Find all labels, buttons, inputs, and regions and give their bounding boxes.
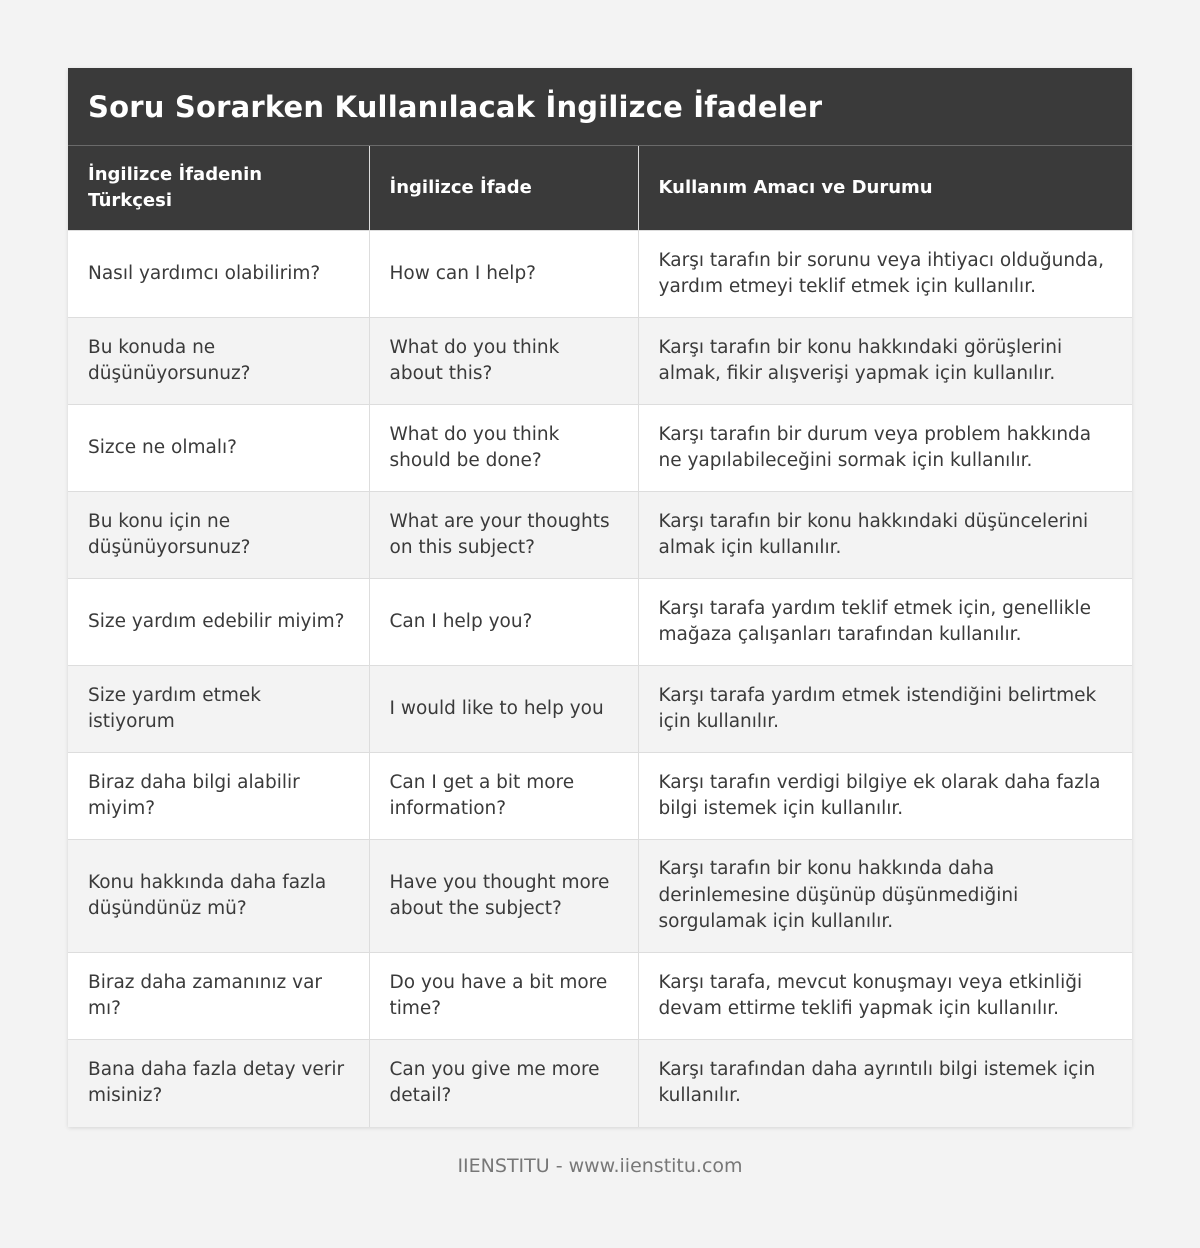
table-title: Soru Sorarken Kullanılacak İngilizce İfadeler xyxy=(88,89,823,124)
table-row xyxy=(68,231,1132,318)
cell-turkish: Bana daha fazla detay verir misiniz? xyxy=(68,1040,369,1127)
cell-turkish: Konu hakkında daha fazla düşündünüz mü? xyxy=(68,840,369,953)
cell-usage: Karşı tarafın bir konu hakkındaki düşüncelerini almak için kullanılır. xyxy=(638,492,1132,579)
table-row xyxy=(68,753,1132,840)
table-row xyxy=(68,405,1132,492)
cell-english: Can you give me more detail? xyxy=(369,1040,638,1127)
cell-english: Do you have a bit more time? xyxy=(369,953,638,1040)
table-row xyxy=(68,666,1132,753)
cell-usage: Karşı tarafın bir sorunu veya ihtiyacı olduğunda, yardım etmeyi teklif etmek için kullanılır. xyxy=(638,231,1132,318)
cell-english: Can I get a bit more information? xyxy=(369,753,638,840)
cell-english: What do you think should be done? xyxy=(369,405,638,492)
header-row xyxy=(68,146,1132,231)
cell-usage: Karşı tarafın bir konu hakkındaki görüşlerini almak, fikir alışverişi yapmak için kullanılır. xyxy=(638,318,1132,405)
cell-turkish: Biraz daha bilgi alabilir miyim? xyxy=(68,753,369,840)
cell-english: What are your thoughts on this subject? xyxy=(369,492,638,579)
cell-usage: Karşı tarafın bir konu hakkında daha derinlemesine düşünüp düşünmediğini sorgulamak için kullanılır. xyxy=(638,840,1132,953)
cell-usage: Karşı tarafa, mevcut konuşmayı veya etkinliği devam ettirme teklifi yapmak için kullanılır. xyxy=(638,953,1132,1040)
cell-turkish: Nasıl yardımcı olabilirim? xyxy=(68,231,369,318)
table-row xyxy=(68,318,1132,405)
cell-turkish: Sizce ne olmalı? xyxy=(68,405,369,492)
cell-turkish: Bu konuda ne düşünüyorsunuz? xyxy=(68,318,369,405)
cell-english: How can I help? xyxy=(369,231,638,318)
cell-english: Have you thought more about the subject? xyxy=(369,840,638,953)
cell-turkish: Size yardım etmek istiyorum xyxy=(68,666,369,753)
title-bar xyxy=(68,68,1132,145)
column-header-turkish: İngilizce İfadenin Türkçesi xyxy=(68,146,369,231)
cell-usage: Karşı tarafından daha ayrıntılı bilgi istemek için kullanılır. xyxy=(638,1040,1132,1127)
cell-usage: Karşı tarafın bir durum veya problem hakkında ne yapılabileceğini sormak için kullanılır. xyxy=(638,405,1132,492)
footer-credit: IIENSTITU - www.iienstitu.com xyxy=(457,1155,743,1177)
cell-turkish: Bu konu için ne düşünüyorsunuz? xyxy=(68,492,369,579)
cell-english: I would like to help you xyxy=(369,666,638,753)
table-row xyxy=(68,840,1132,953)
cell-english: Can I help you? xyxy=(369,579,638,666)
column-header-usage: Kullanım Amacı ve Durumu xyxy=(638,146,1132,231)
table-row xyxy=(68,1040,1132,1127)
cell-turkish: Size yardım edebilir miyim? xyxy=(68,579,369,666)
cell-usage: Karşı tarafa yardım etmek istendiğini belirtmek için kullanılır. xyxy=(638,666,1132,753)
cell-english: What do you think about this? xyxy=(369,318,638,405)
phrases-table-card xyxy=(68,68,1132,1127)
phrases-table xyxy=(68,145,1132,1127)
table-row xyxy=(68,579,1132,666)
cell-turkish: Biraz daha zamanınız var mı? xyxy=(68,953,369,1040)
cell-usage: Karşı tarafa yardım teklif etmek için, genellikle mağaza çalışanları tarafından kullanılır. xyxy=(638,579,1132,666)
table-row xyxy=(68,492,1132,579)
column-header-english: İngilizce İfade xyxy=(369,146,638,231)
cell-usage: Karşı tarafın verdigi bilgiye ek olarak daha fazla bilgi istemek için kullanılır. xyxy=(638,753,1132,840)
table-row xyxy=(68,953,1132,1040)
